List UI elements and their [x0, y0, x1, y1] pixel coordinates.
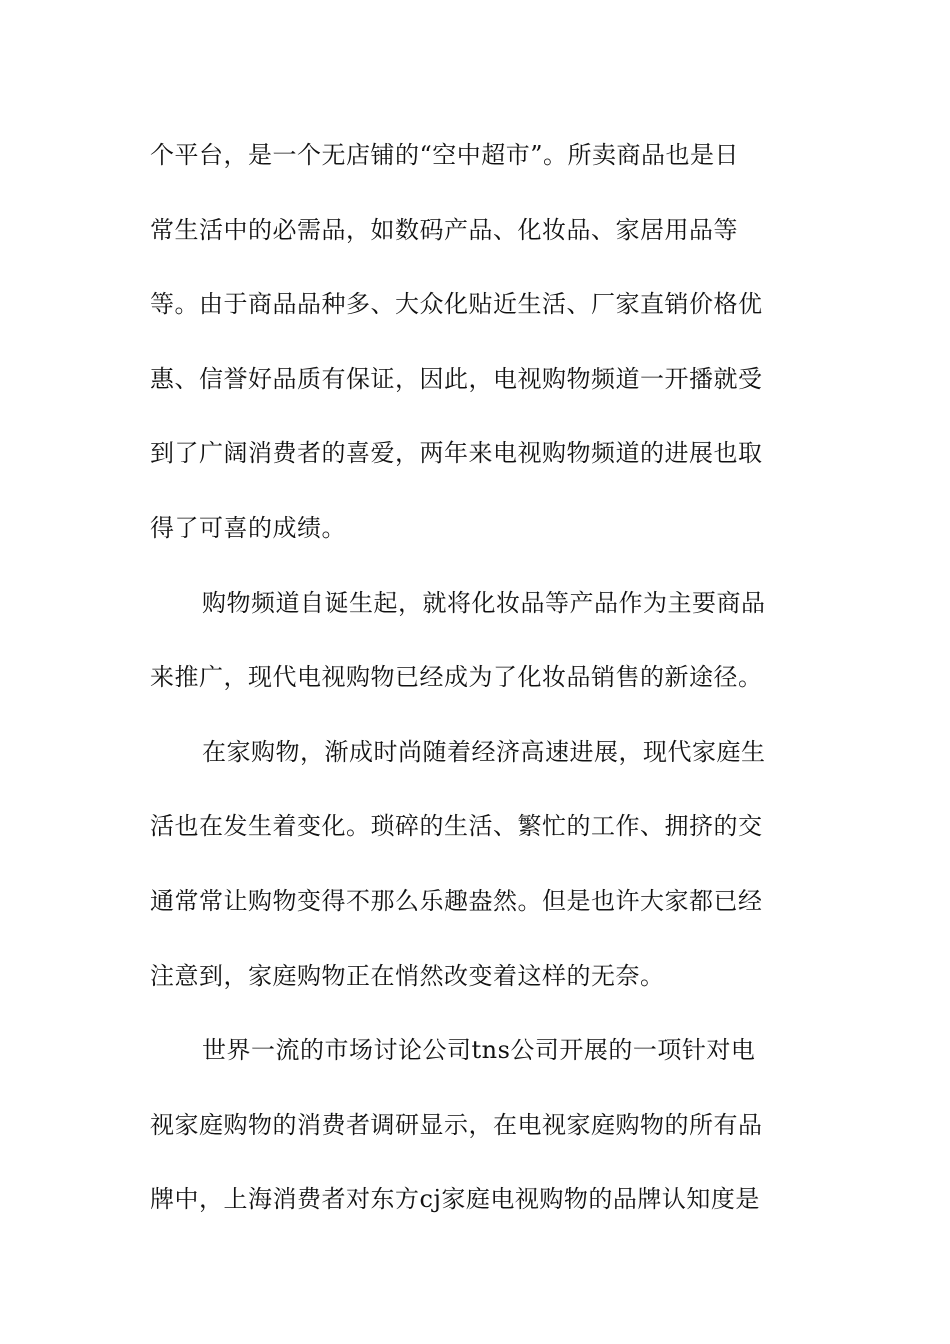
text-line-15: 牌中，上海消费者对东方cj家庭电视购物的品牌认知度是	[150, 1185, 760, 1214]
text-line-6: 得了可喜的成绩。	[150, 513, 346, 542]
paragraph-start-line: 购物频道自诞生起，就将化妆品等产品作为主要商品	[202, 588, 766, 617]
text-line-8: 来推广，现代电视购物已经成为了化妆品销售的新途径。	[150, 663, 763, 692]
text-line-2: 常生活中的必需品，如数码产品、化妆品、家居用品等	[150, 215, 738, 244]
paragraph-start-line: 在家购物，渐成时尚随着经济高速进展，现代家庭生	[202, 737, 766, 766]
text-line-5: 到了广阔消费者的喜爱，两年来电视购物频道的进展也取	[150, 439, 763, 468]
text-line-4: 惠、信誉好品质有保证，因此，电视购物频道一开播就受	[150, 364, 763, 393]
document-body	[150, 118, 800, 1237]
paragraph-start-line: 世界一流的市场讨论公司tns公司开展的一项针对电	[202, 1036, 756, 1065]
text-line-11: 通常常让购物变得不那么乐趣盎然。但是也许大家都已经	[150, 886, 763, 915]
text-line-1: 个平台，是一个无店铺的“空中超市”。所卖商品也是日	[150, 141, 740, 169]
text-line-14: 视家庭购物的消费者调研显示，在电视家庭购物的所有品	[150, 1110, 763, 1139]
text-line-10: 活也在发生着变化。琐碎的生活、繁忙的工作、拥挤的交	[150, 812, 763, 841]
text-line-3: 等。由于商品品种多、大众化贴近生活、厂家直销价格优	[150, 290, 763, 319]
text-line-12: 注意到，家庭购物正在悄然改变着这样的无奈。	[150, 961, 665, 990]
